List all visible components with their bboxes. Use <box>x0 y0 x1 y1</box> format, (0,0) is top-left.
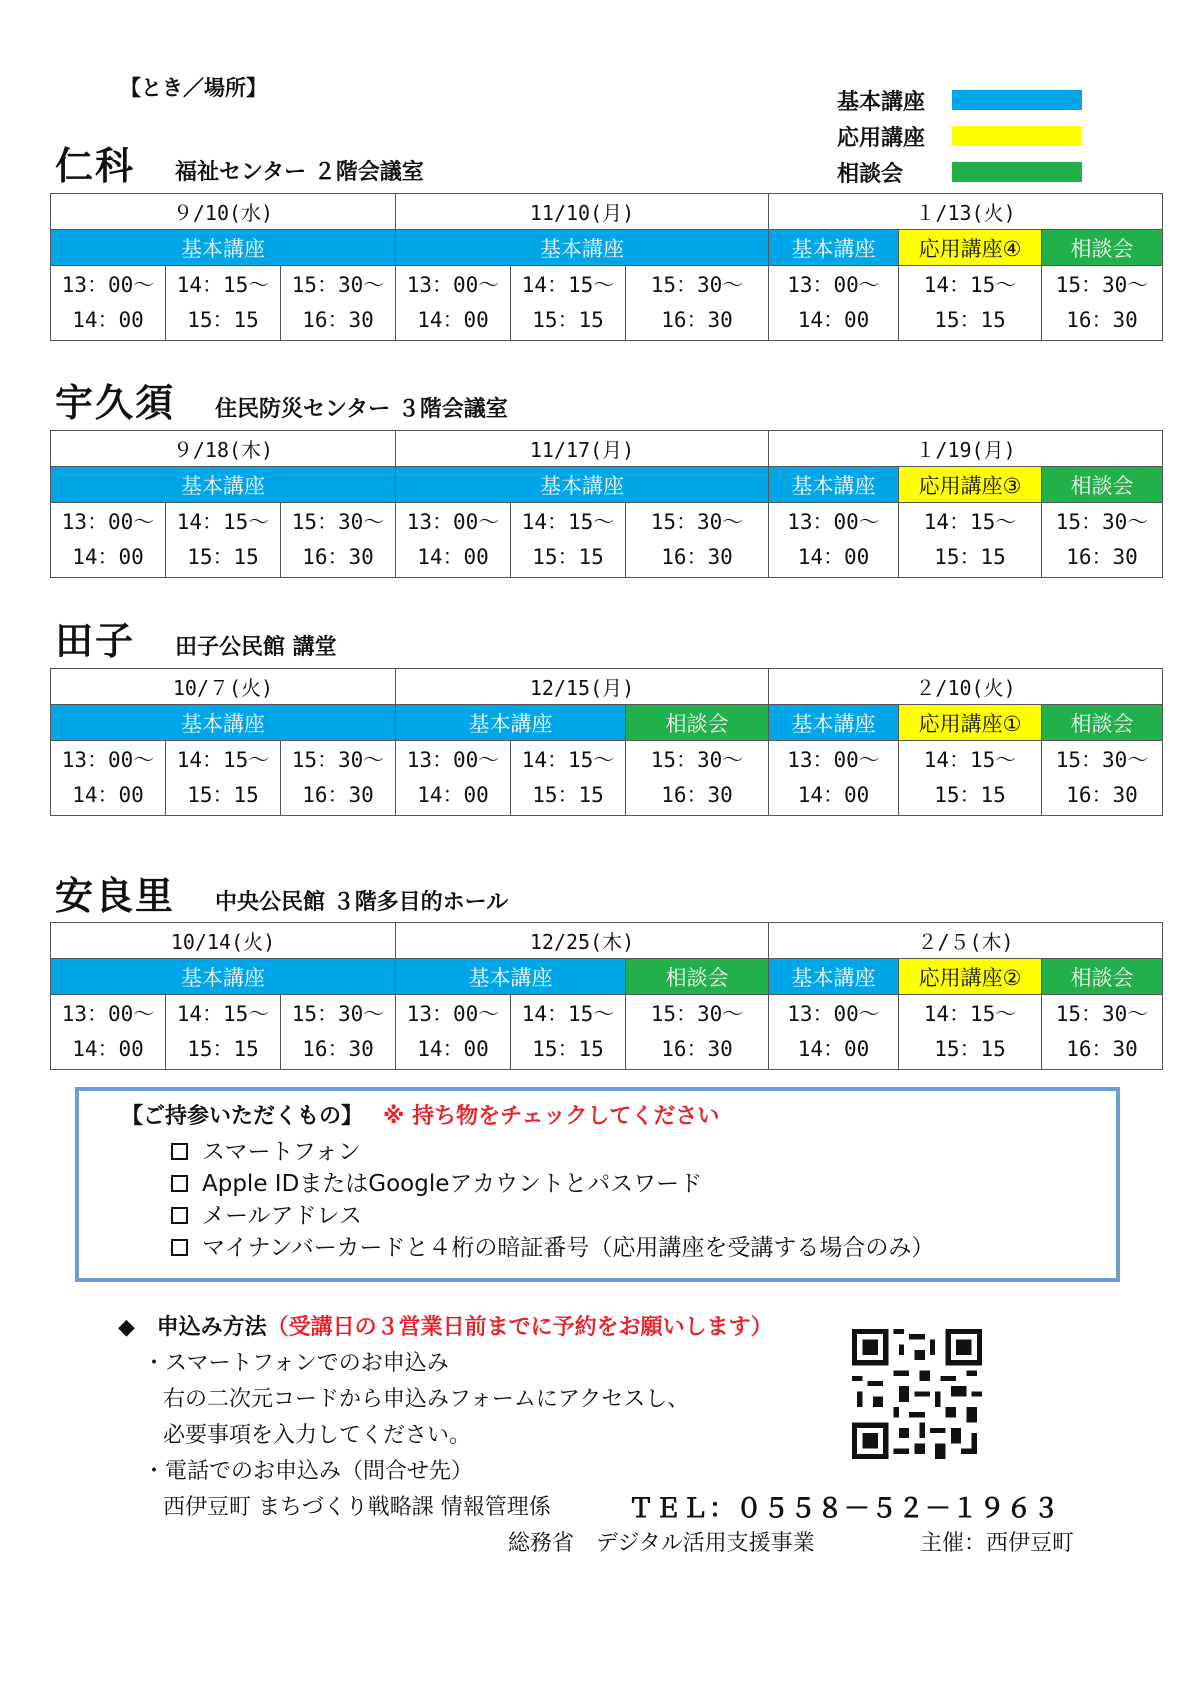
date-cell: １/19(月) <box>769 431 1163 467</box>
time-slot <box>769 995 899 1070</box>
venue-place: 中央公民館 ３階多目的ホール <box>215 890 509 915</box>
time-slot <box>769 741 899 816</box>
schedule-table-nishina <box>50 193 1163 341</box>
contact-tel: ＴＥＬ：０５５８－５２－１９６３ <box>628 1494 1061 1524</box>
program-name: 総務省 デジタル活用支援事業 <box>508 1531 815 1556</box>
time-end: 14：00 <box>72 783 144 807</box>
time-start: 13：00～ <box>61 273 155 297</box>
time-slot <box>1042 266 1163 341</box>
course-basic: 基本講座 <box>769 705 899 741</box>
time-start: 15：30～ <box>650 1002 744 1026</box>
time-slot <box>281 503 396 578</box>
time-start: 13：00～ <box>406 510 500 534</box>
time-start: 14：15～ <box>176 1002 270 1026</box>
time-start: 14：15～ <box>176 748 270 772</box>
date-cell: 11/10(月) <box>396 194 769 230</box>
time-slot <box>51 266 166 341</box>
time-start: 13：00～ <box>61 510 155 534</box>
bring-title-row <box>121 1099 719 1130</box>
date-cell: 10/７(火) <box>51 669 396 705</box>
time-slot <box>626 266 769 341</box>
date-cell: 12/25(木) <box>396 923 769 959</box>
checklist-item-label: メールアドレス <box>202 1203 362 1229</box>
time-slot <box>166 266 281 341</box>
time-slot <box>281 741 396 816</box>
time-end: 16：30 <box>1066 1037 1138 1061</box>
venue-heading-tago <box>55 610 337 665</box>
checkbox-icon <box>171 1239 188 1256</box>
time-end: 16：30 <box>302 1037 374 1061</box>
time-start: 15：30～ <box>1055 748 1149 772</box>
time-slot <box>626 503 769 578</box>
date-cell: 12/15(月) <box>396 669 769 705</box>
time-end: 15：15 <box>187 545 259 569</box>
time-slot <box>1042 741 1163 816</box>
legend-consult-swatch <box>952 162 1082 182</box>
course-basic: 基本講座 <box>51 230 396 266</box>
qr-code-icon[interactable] <box>852 1329 982 1459</box>
bring-title: 【ご持参いただくもの】 <box>121 1104 364 1129</box>
time-end: 14：00 <box>797 545 870 569</box>
course-applied: 応用講座④ <box>899 230 1042 266</box>
legend-consult <box>837 154 1082 190</box>
time-start: 14：15～ <box>923 748 1017 772</box>
time-start: 13：00～ <box>787 1002 880 1026</box>
time-end: 14：00 <box>417 1037 489 1061</box>
venue-heading-ugusu <box>55 372 508 427</box>
time-start: 15：30～ <box>650 273 744 297</box>
time-slot <box>51 741 166 816</box>
date-cell: ９/18(木) <box>51 431 396 467</box>
time-start: 15：30～ <box>291 273 385 297</box>
checklist-item-label: スマートフォン <box>202 1139 361 1165</box>
checklist-item-label: マイナンバーカードと４桁の暗証番号（応用講座を受講する場合のみ） <box>202 1235 935 1261</box>
time-end: 14：00 <box>797 1037 870 1061</box>
time-end: 16：30 <box>1066 308 1138 332</box>
checkbox-icon <box>171 1143 188 1160</box>
venue-name: 宇久須 <box>55 381 176 425</box>
time-start: 13：00～ <box>787 748 880 772</box>
time-start: 14：15～ <box>923 273 1017 297</box>
course-applied: 応用講座③ <box>899 467 1042 503</box>
time-end: 16：30 <box>302 783 374 807</box>
time-start: 15：30～ <box>1055 1002 1149 1026</box>
diamond-bullet-icon: ◆ <box>118 1315 135 1340</box>
time-end: 15：15 <box>187 1037 259 1061</box>
time-end: 16：30 <box>302 545 374 569</box>
time-slot <box>899 266 1042 341</box>
time-start: 15：30～ <box>291 748 385 772</box>
time-slot <box>769 503 899 578</box>
time-start: 15：30～ <box>650 748 744 772</box>
time-start: 13：00～ <box>61 1002 155 1026</box>
time-slot <box>396 741 511 816</box>
time-slot <box>511 995 626 1070</box>
schedule-table-tago <box>50 668 1163 816</box>
venue-place: 田子公民館 講堂 <box>175 635 337 660</box>
legend-basic-label: 基本講座 <box>837 89 926 115</box>
date-cell: ２/10(火) <box>769 669 1163 705</box>
schedule-table-ugusu <box>50 430 1163 578</box>
checklist-item-label: Apple IDまたはGoogleアカウントとパスワード <box>202 1171 703 1197</box>
time-start: 13：00～ <box>787 510 880 534</box>
time-end: 14：00 <box>72 1037 144 1061</box>
time-slot <box>511 741 626 816</box>
time-start: 15：30～ <box>1055 510 1149 534</box>
when-where-heading: 【とき／場所】 <box>120 76 267 100</box>
legend-consult-label: 相談会 <box>837 161 904 187</box>
time-slot <box>1042 503 1163 578</box>
legend-applied-swatch <box>952 126 1082 146</box>
time-end: 15：15 <box>187 783 259 807</box>
course-basic: 基本講座 <box>396 705 626 741</box>
schedule-table-ari <box>50 922 1163 1070</box>
smartphone-heading: ・スマートフォンでのお申込み <box>143 1351 449 1376</box>
course-basic: 基本講座 <box>769 959 899 995</box>
contact-department: 西伊豆町 まちづくり戦略課 情報管理係 <box>163 1495 551 1520</box>
time-end: 14：00 <box>72 545 144 569</box>
time-end: 14：00 <box>797 783 870 807</box>
course-basic: 基本講座 <box>769 467 899 503</box>
date-cell: 10/14(火) <box>51 923 396 959</box>
time-end: 16：30 <box>302 308 374 332</box>
time-end: 15：15 <box>532 783 604 807</box>
checkbox-icon <box>171 1207 188 1224</box>
venue-name: 田子 <box>55 619 136 663</box>
time-slot <box>769 266 899 341</box>
course-basic: 基本講座 <box>769 230 899 266</box>
time-end: 14：00 <box>417 308 489 332</box>
application-heading <box>118 1310 773 1341</box>
time-start: 15：30～ <box>291 1002 385 1026</box>
course-basic: 基本講座 <box>51 959 396 995</box>
date-cell: ９/10(水) <box>51 194 396 230</box>
time-slot <box>396 503 511 578</box>
course-applied: 応用講座② <box>899 959 1042 995</box>
course-consult: 相談会 <box>626 705 769 741</box>
checklist-item <box>171 1165 702 1198</box>
time-slot <box>396 266 511 341</box>
time-slot <box>166 995 281 1070</box>
smartphone-instruction-1: 右の二次元コードから申込みフォームにアクセスし、 <box>163 1387 690 1412</box>
venue-place: 住民防災センター ３階会議室 <box>215 397 508 422</box>
venue-heading-nishina <box>55 135 424 190</box>
date-cell: ２/５(木) <box>769 923 1163 959</box>
time-end: 16：30 <box>1066 783 1138 807</box>
checklist-item <box>171 1197 362 1230</box>
host-name: 主催：西伊豆町 <box>920 1531 1075 1556</box>
legend-applied-label: 応用講座 <box>837 125 926 151</box>
time-start: 15：30～ <box>291 510 385 534</box>
time-slot <box>281 266 396 341</box>
checkbox-icon <box>171 1175 188 1192</box>
course-consult: 相談会 <box>1042 467 1163 503</box>
venue-name: 仁科 <box>55 144 136 188</box>
checklist-item <box>171 1133 361 1166</box>
time-end: 15：15 <box>934 783 1006 807</box>
time-end: 15：15 <box>934 308 1006 332</box>
time-end: 14：00 <box>797 308 870 332</box>
time-start: 14：15～ <box>923 510 1017 534</box>
time-start: 14：15～ <box>521 273 615 297</box>
time-start: 15：30～ <box>1055 273 1149 297</box>
time-end: 16：30 <box>661 545 733 569</box>
course-consult: 相談会 <box>626 959 769 995</box>
time-slot <box>51 995 166 1070</box>
time-slot <box>396 995 511 1070</box>
time-start: 14：15～ <box>521 748 615 772</box>
time-end: 15：15 <box>934 545 1006 569</box>
time-start: 13：00～ <box>406 1002 500 1026</box>
time-slot <box>626 995 769 1070</box>
time-end: 14：00 <box>417 783 489 807</box>
time-end: 16：30 <box>661 308 733 332</box>
time-start: 14：15～ <box>923 1002 1017 1026</box>
time-end: 14：00 <box>72 308 144 332</box>
legend-applied <box>837 118 1082 154</box>
venue-heading-ari <box>55 865 508 920</box>
venue-place: 福祉センター ２階会議室 <box>175 160 424 185</box>
venue-name: 安良里 <box>55 874 176 918</box>
time-start: 14：15～ <box>521 1002 615 1026</box>
time-start: 14：15～ <box>176 273 270 297</box>
time-end: 16：30 <box>1066 545 1138 569</box>
time-end: 15：15 <box>532 1037 604 1061</box>
time-start: 13：00～ <box>787 273 880 297</box>
time-slot <box>626 741 769 816</box>
time-start: 15：30～ <box>650 510 744 534</box>
course-consult: 相談会 <box>1042 230 1163 266</box>
course-basic: 基本講座 <box>51 467 396 503</box>
application-title: 申込み方法 <box>156 1315 267 1340</box>
time-end: 15：15 <box>187 308 259 332</box>
time-slot <box>899 995 1042 1070</box>
time-end: 14：00 <box>417 545 489 569</box>
course-basic: 基本講座 <box>396 230 769 266</box>
legend-basic-swatch <box>952 90 1082 110</box>
time-slot <box>166 741 281 816</box>
time-slot <box>899 503 1042 578</box>
time-slot <box>899 741 1042 816</box>
time-start: 14：15～ <box>521 510 615 534</box>
course-consult: 相談会 <box>1042 959 1163 995</box>
time-slot <box>166 503 281 578</box>
bring-items-box <box>75 1087 1120 1282</box>
time-start: 14：15～ <box>176 510 270 534</box>
time-end: 15：15 <box>532 308 604 332</box>
date-cell: 11/17(月) <box>396 431 769 467</box>
legend-basic <box>837 82 1082 118</box>
time-slot <box>281 995 396 1070</box>
bring-check-note: ※ 持ち物をチェックしてください <box>383 1104 720 1129</box>
phone-heading: ・電話でのお申込み（問合せ先） <box>143 1459 474 1484</box>
time-start: 13：00～ <box>61 748 155 772</box>
time-start: 13：00～ <box>406 748 500 772</box>
time-slot <box>51 503 166 578</box>
legend <box>837 82 1082 190</box>
time-start: 13：00～ <box>406 273 500 297</box>
time-end: 16：30 <box>661 783 733 807</box>
course-basic: 基本講座 <box>396 467 769 503</box>
time-slot <box>511 503 626 578</box>
course-basic: 基本講座 <box>396 959 626 995</box>
course-applied: 応用講座① <box>899 705 1042 741</box>
course-basic: 基本講座 <box>51 705 396 741</box>
time-slot <box>1042 995 1163 1070</box>
date-cell: １/13(火) <box>769 194 1163 230</box>
smartphone-instruction-2: 必要事項を入力してください。 <box>163 1423 472 1448</box>
time-slot <box>511 266 626 341</box>
time-end: 15：15 <box>934 1037 1006 1061</box>
checklist-item <box>171 1229 934 1262</box>
application-deadline: （受講日の３営業日前までに予約をお願いします） <box>266 1315 773 1340</box>
course-consult: 相談会 <box>1042 705 1163 741</box>
time-end: 15：15 <box>532 545 604 569</box>
time-end: 16：30 <box>661 1037 733 1061</box>
